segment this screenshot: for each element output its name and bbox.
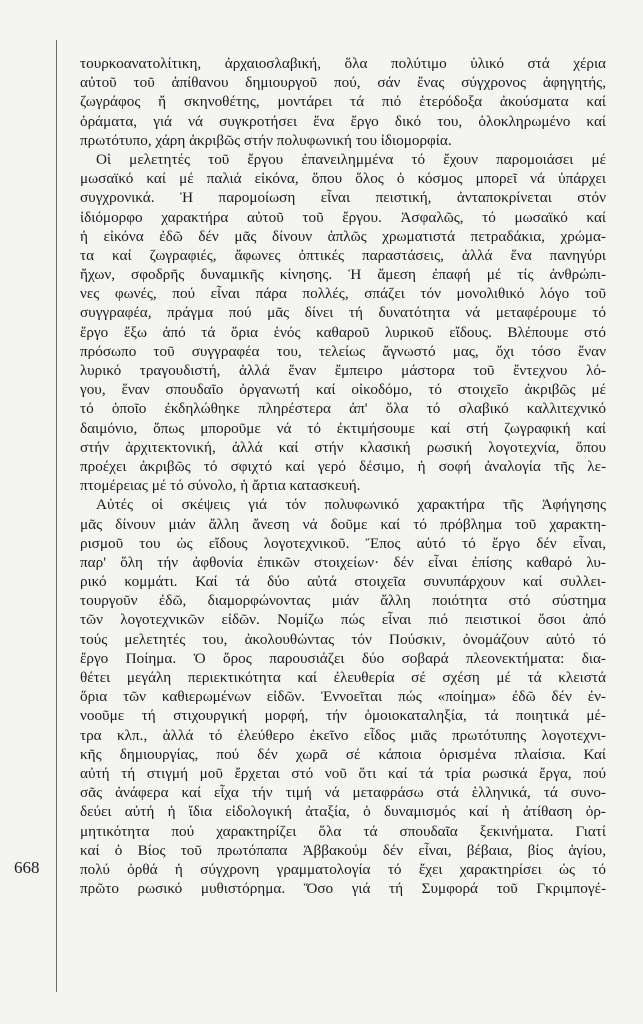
text-line: παρ' ὅλη τήν ἀφθονία ἐπικῶν στοιχείων· δέν εἶναι ἐπίσης καθαρό λυ- (80, 553, 606, 571)
text-line: μωσαϊκό καί μέ παλιά εἰκόνα, ὅπου ὅλος ὁ κόσμος μπορεῖ νά ὑπάρχει (80, 170, 606, 188)
text-line: τουρκοανατολίτικη, ἀρχαιοσλαβική, ὅλα πολύτιμο ὑλικό στά χέρια (80, 55, 606, 72)
text-line: νοοῦμε τή στιχουργική μορφή, τήν ὁμοιοκαταληξία, τά ποιητικά μέ- (80, 707, 606, 725)
text-line: τουργοῦν ἐδῶ, διαμορφώνοντας μιάν ἄλλη ποιότητα στό σύστημα (80, 592, 606, 610)
text-line: καί ὁ Βίος τοῦ πρωτόπαπα Ἀββακούμ δέν εἶναι, βέβαια, βίος ἁγίου, (80, 841, 606, 859)
text-line: τό ὁποῖο ἐκδηλώθηκε πληρέστερα ἀπ' ὅλα τό σλαβικό καλλιτεχνικό (80, 400, 606, 418)
text-line: ἔργο ἔξω ἀπό τά ὅρια ἑνός καθαροῦ λυρικοῦ εἴδους. Βλέπουμε στό (80, 323, 606, 341)
text-line: λυρικό τραγουδιστή, ἀλλά ἕναν ἔμπειρο μάστορα τοῦ ἔντεχνου λό- (80, 362, 606, 379)
text-line: Οἱ μελετητές τοῦ ἔργου ἐπανειλημμένα τό ἔχουν παρομοιάσει μέ (96, 150, 606, 168)
text-line: νες φωνές, πού εἶναι πάρα πολλές, σπάζει τόν μονολιθικό λόγο τοῦ (80, 285, 606, 303)
page-number: 668 (14, 858, 40, 877)
text-line: στήν ἀρχιτεκτονική, ἀλλά καί στήν κλασική ρωσική λογοτεχνία, ὅπου (80, 438, 606, 456)
text-line: ἰδιόμορφο χαρακτήρα αὐτοῦ τοῦ ἔργου. Ἀσφαλῶς, τό μωσαϊκό καί (80, 208, 606, 226)
text-line: αὐτή τή στιγμή μοῦ ἔρχεται στό νοῦ ὅτι καί τά τρία ρωσικά ἔργα, πού (80, 764, 606, 782)
body-text (80, 54, 606, 898)
text-line: τρα κλπ., ἀλλά τό ἐλεύθερο ἐκεῖνο εἶδος μιᾶς πρωτότυπης λογοτεχνι- (80, 726, 606, 744)
text-line: τα καί ζωγραφιές, ἄφωνες ὀπτικές παραστάσεις, ἀλλά ἕνα πανηγύρι (80, 246, 606, 264)
text-line: ἤχων, σφοδρῆς δυναμικῆς κίνησης. Ἡ ἄμεση ἐπαφή μέ τίς ἀνθρώπι- (80, 266, 606, 284)
text-line: σᾶς ἀνάφερα καί εἶχα τήν τιμή νά μεταφράσω στά ἑλληνικά, τά συνο- (80, 784, 606, 802)
text-line: γου, ἕναν σπουδαῖο ὀργανωτή καί οἰκοδόμο, τό στοιχεῖο ἀκριβῶς μέ (80, 381, 606, 399)
text-line: πρῶτο ρωσικό μυθιστόρημα. Ὅσο γιά τή Συμφορά τοῦ Γκριμπογέ- (80, 880, 606, 898)
text-line: θέτει μεγάλη περιεκτικότητα καί ἐλευθερία σέ σχέση μέ τά κλειστά (80, 669, 606, 686)
text-line: αὐτοῦ τοῦ ἀπίθανου δημιουργοῦ πού, σάν ἕνας σύγχρονος ἀφηγητής, (80, 74, 606, 92)
text-line: πρόσωπο τοῦ συγγραφέα του, τελείως ἄγνωστό μας, ὄχι τόσο ἕναν (80, 342, 606, 360)
text-line: πτομέρειας μέ τό σύνολο, ἡ ἄρτια κατασκευή. (80, 477, 361, 495)
text-line: ρισμοῦ του ὡς εἴδους λογοτεχνικοῦ. Ἔπος αὐτό τό ἔργο δέν εἶναι, (80, 534, 606, 552)
text-line: Αὐτές οἱ σκέψεις γιά τόν πολυφωνικό χαρακτήρα τῆς Ἀφήγησης (96, 496, 606, 514)
text-line: συγγραφέα, πράγμα πού μᾶς δίνει τή δυνατότητα νά μεταφέρουμε τό (80, 304, 606, 322)
text-line: ἔργο Ποίημα. Ὁ ὅρος παρουσιάζει δύο σοβαρά πλεονεκτήματα: δια- (80, 649, 606, 667)
text-line: τούς μελετητές του, ἀκολουθώντας τόν Πούσκιν, ὀνομάζουν αὐτό τό (80, 630, 606, 648)
text-line: ὅρια τῶν καθιερωμένων εἰδῶν. Ἐννοεῖται πώς «ποίημα» ἐδῶ δέν ἐν- (80, 688, 606, 706)
text-line: ρικό κομμάτι. Καί τά δύο αὐτά στοιχεῖα συνυπάρχουν καί συλλει- (80, 573, 606, 591)
text-line: μᾶς δίνουν μιάν ἄλλη ἄνεση νά δοῦμε καί τό πρόβλημα τοῦ χαρακτη- (80, 515, 606, 533)
text-line: προέχει ἀκριβῶς τό σφιχτό καί γερό δέσιμο, ἡ σοφή ἀναλογία τῆς λε- (80, 457, 606, 475)
text-line: ζωγράφος ἤ σκηνοθέτης, μοντάρει τά πιό ἑτερόδοξα ἀκούσματα καί (80, 93, 606, 111)
text-line: δαιμόνιο, ὅπως μποροῦμε νά τό ἐκτιμήσουμε καί στή ζωγραφική καί (80, 419, 606, 437)
text-line: μητικότητα πού χαρακτηρίζει ὅλα τά σπουδαῖα ξεκινήματα. Γιατί (80, 822, 606, 840)
text-line: συγχρονικά. Ἡ παρομοίωση εἶναι πειστική, ἀνταποκρίνεται στόν (80, 189, 606, 207)
text-line: πρωτότυπο, χάρη ἀκριβῶς στήν πολυφωνική του ἰδιομορφία. (80, 131, 452, 149)
text-line: πολύ ὀρθά ἡ σύγχρονη γραμματολογία τό ἔχει χαρακτηρίσει ὡς τό (80, 860, 606, 878)
text-line: ἡ εἰκόνα ἐδῶ δέν μᾶς δίνουν ἁπλῶς χρωματιστά πετραδάκια, χρώμα- (80, 227, 606, 245)
margin-rule (56, 40, 57, 992)
text-line: δεύει αὐτή ἡ ἴδια εἰδολογική ἀταξία, ὁ δυναμισμός καί ἡ ἀτίθαση ὁρ- (80, 803, 606, 821)
text-line: ὁράματα, γιά νά συγκροτήσει ἕνα ἔργο δικό του, ὁλοκληρωμένο καί (80, 112, 606, 130)
text-line: κῆς δημιουργίας, πού δέν χωρᾶ σέ κάποια ὁρισμένα πλαίσια. Καί (80, 745, 606, 763)
text-line: τῶν λογοτεχνικῶν εἰδῶν. Νομίζω πώς εἶναι πιό πειστικοί ὅσοι ἀπό (80, 611, 606, 629)
